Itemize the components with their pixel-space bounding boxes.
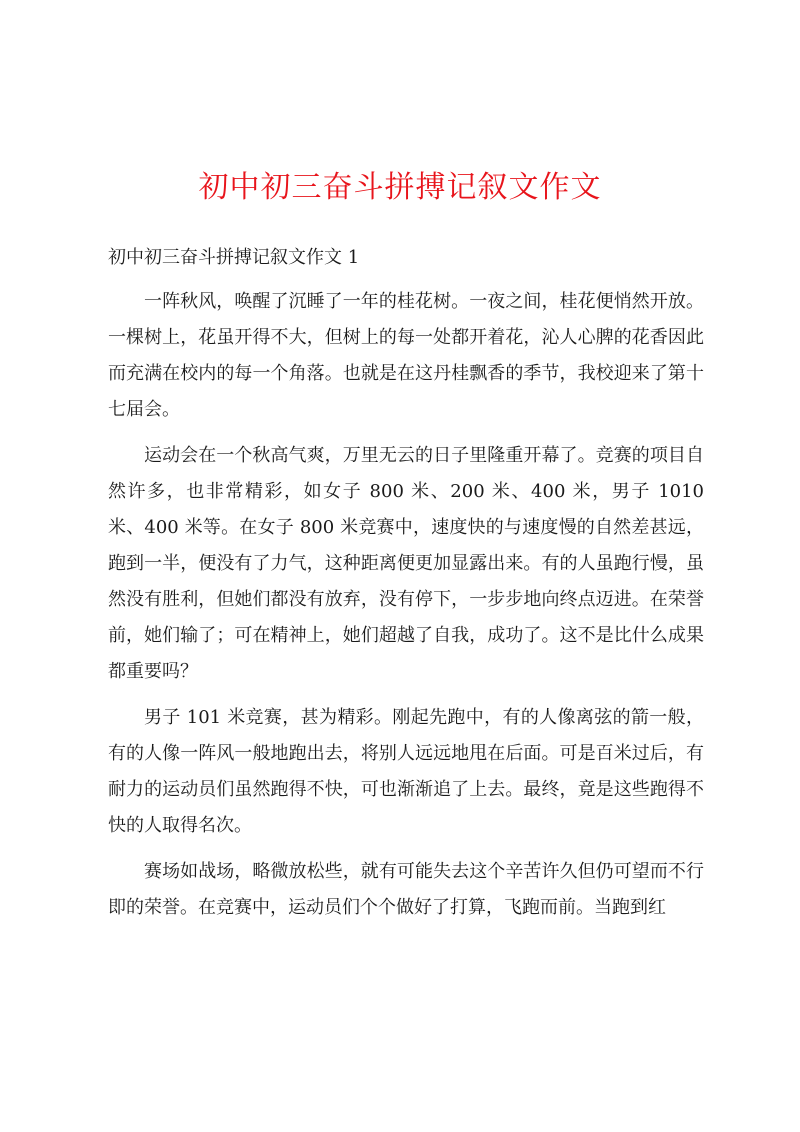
document-body [108, 240, 704, 926]
document-title: 初中初三奋斗拼搏记叙文作文 [198, 170, 602, 205]
paragraph: 运动会在一个秋高气爽，万里无云的日子里隆重开幕了。竞赛的项目自然许多，也非常精彩，如女子 800 米、200 米、400 米，男子 1010 米、400 米等。在女子 800 米竞赛中，速度快的与速度慢的自然差甚远，跑到一半，便没有了力气，这种距离便更加显露出来。有的人虽跑行慢，虽然没有胜利，但她们都没有放弃，没有停下，一步步地向终点迈进。在荣誉前，她们输了；可在精神上，她们超越了自我，成功了。这不是比什么成果都重要吗？ [108, 445, 704, 682]
paragraph: 男子 101 米竞赛，甚为精彩。刚起先跑中，有的人像离弦的箭一般，有的人像一阵风一般地跑出去，将别人远远地甩在后面。可是百米过后，有耐力的运动员们虽然跑得不快，可也渐渐追了上去。最终，竟是这些跑得不快的人取得名次。 [108, 707, 704, 836]
paragraph: 赛场如战场，略微放松些，就有可能失去这个辛苦许久但仍可望而不行即的荣誉。在竞赛中，运动员们个个做好了打算，飞跑而前。当跑到红 [108, 861, 704, 918]
paragraph: 一阵秋风，唤醒了沉睡了一年的桂花树。一夜之间，桂花便悄然开放。一棵树上，花虽开得不大，但树上的每一处都开着花，沁人心脾的花香因此而充满在校内的每一个角落。也就是在这丹桂飘香的季节，我校迎来了第十七届会。 [108, 291, 704, 420]
essay-subtitle: 初中初三奋斗拼搏记叙文作文 1 [108, 247, 360, 268]
